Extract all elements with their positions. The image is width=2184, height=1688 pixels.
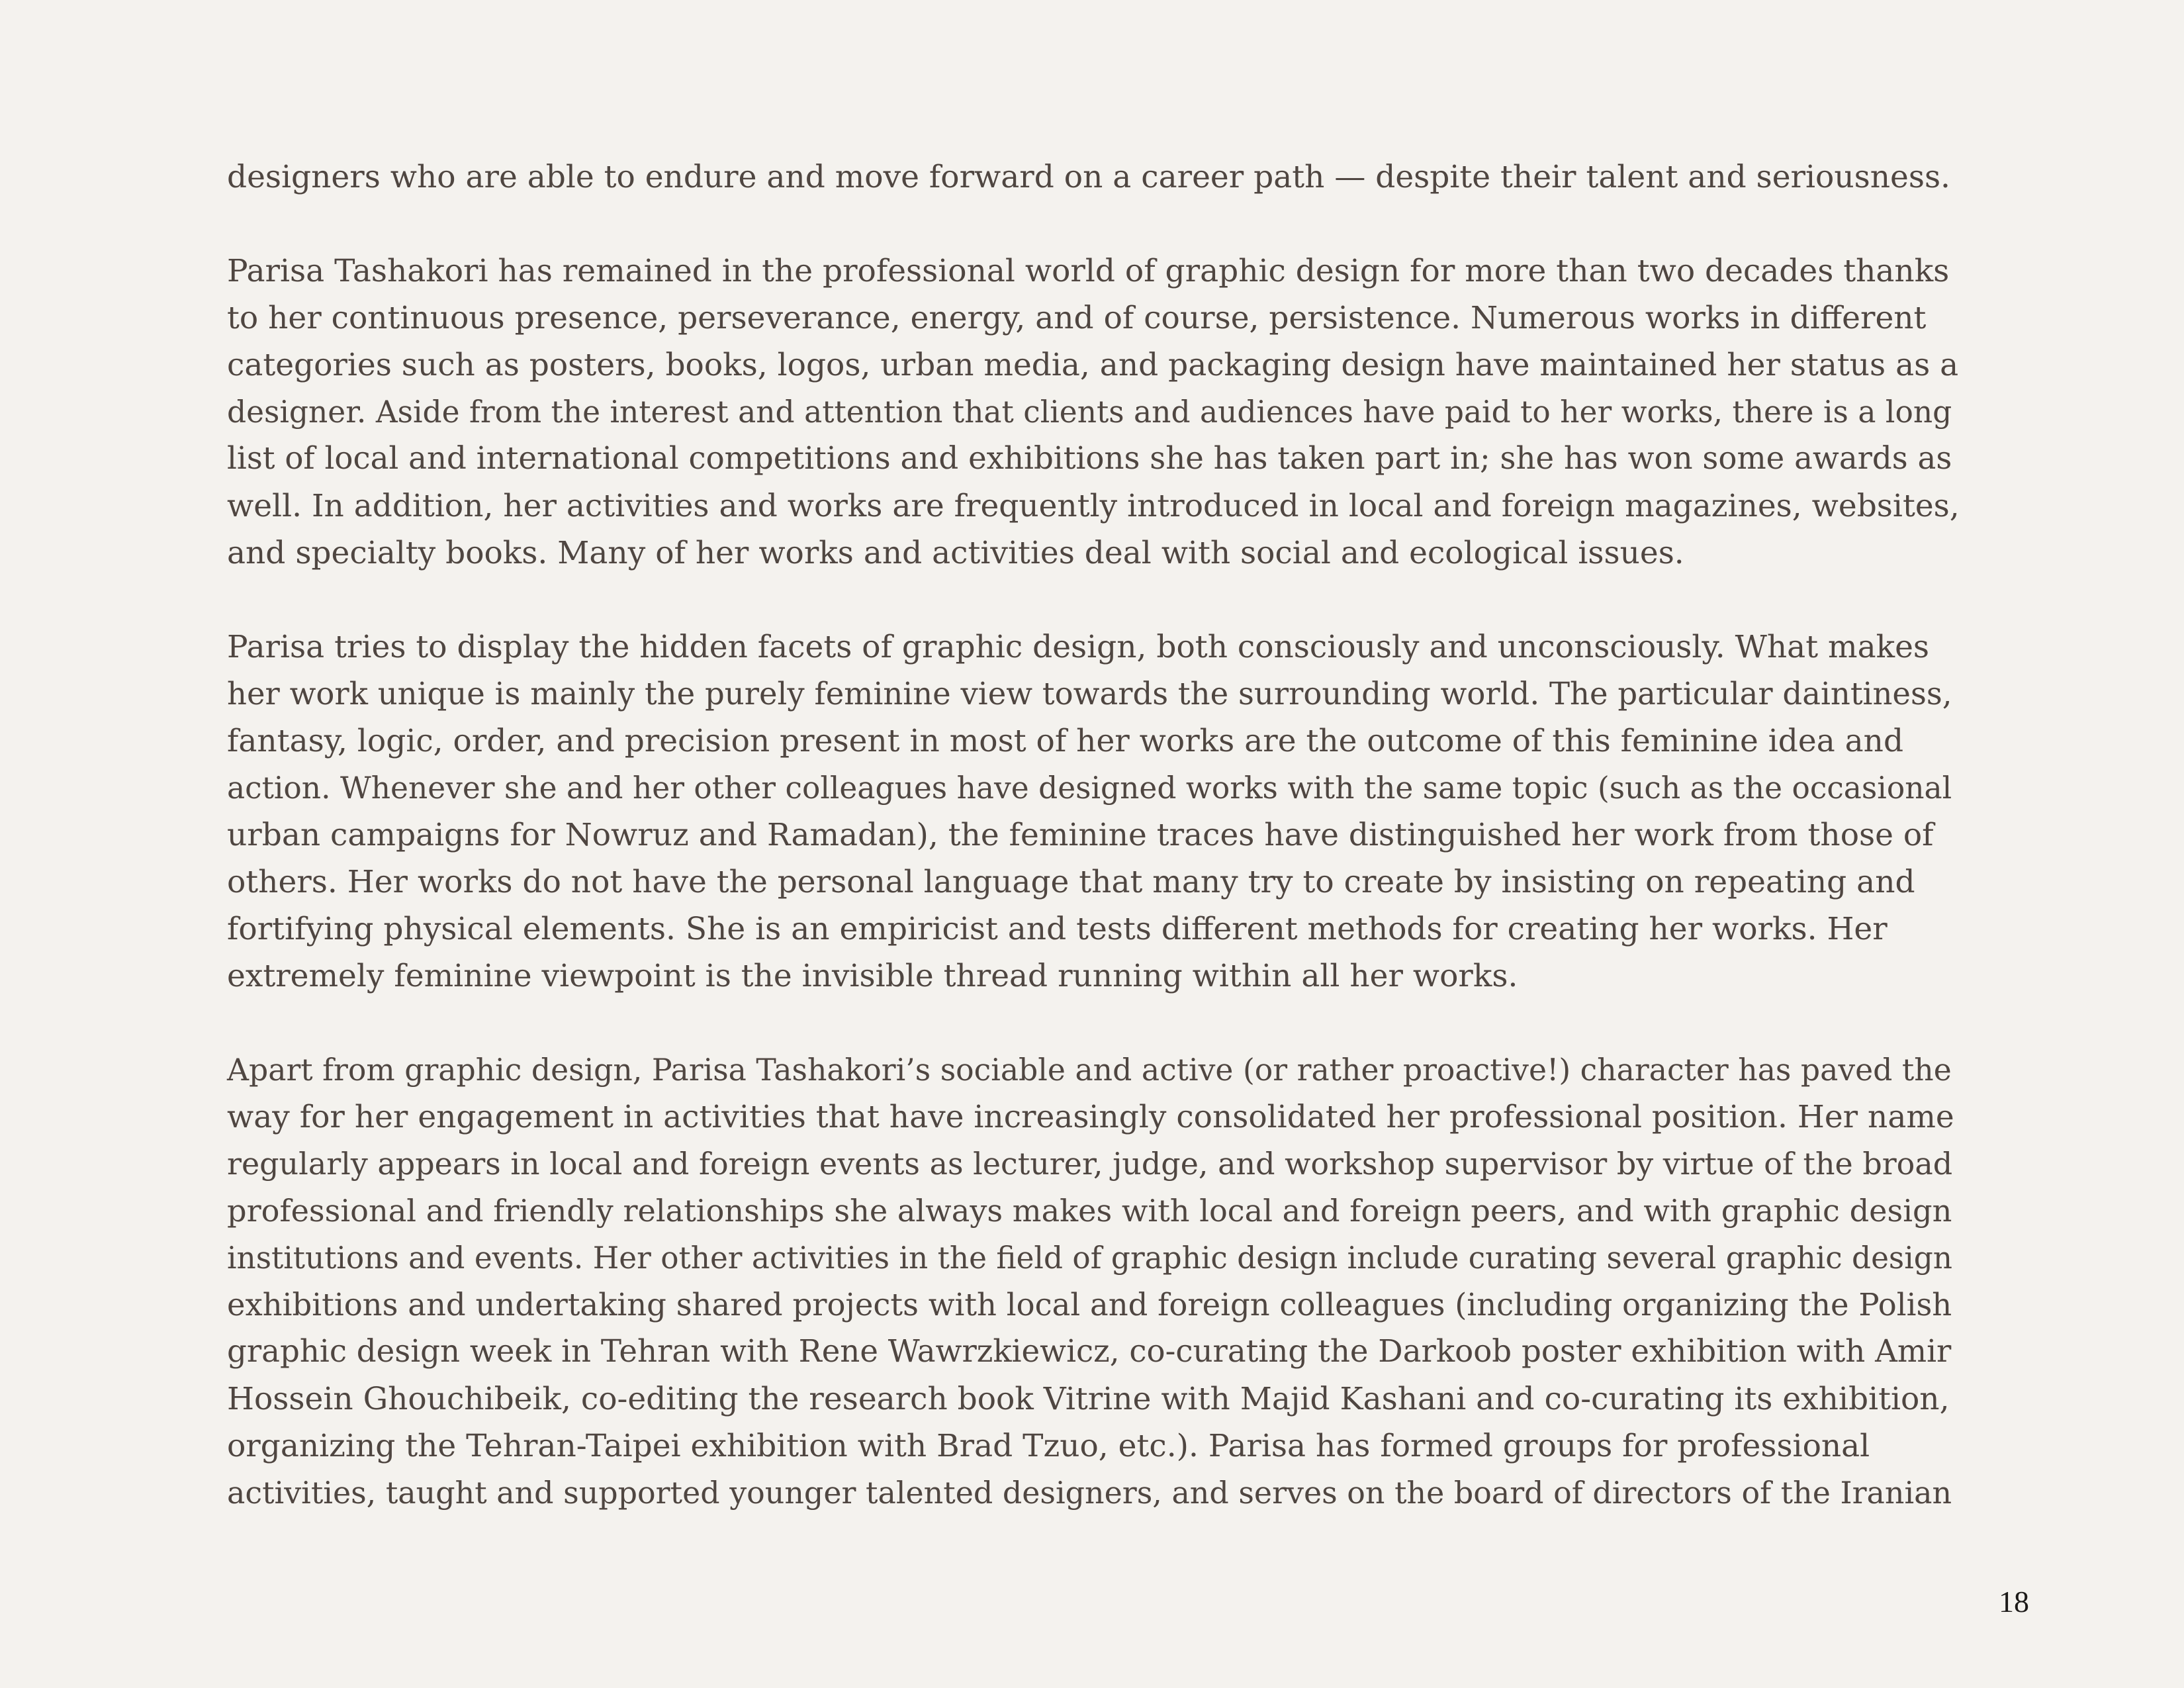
page-number: 18 <box>1999 1585 2029 1618</box>
text-line: organizing the Tehran-Taipei exhibition with Brad Tzuo, etc.). Parisa has formed groups for professional <box>227 1428 1870 1464</box>
text-line: fantasy, logic, order, and precision present in most of her works are the outcome of this feminine idea and <box>227 723 1904 759</box>
text-line: fortifying physical elements. She is an empiricist and tests different methods for creating her works. Her <box>227 911 1888 947</box>
text-line: others. Her works do not have the personal language that many try to create by insisting on repeating and <box>227 864 1915 900</box>
text-line: action. Whenever she and her other colleagues have designed works with the same topic (such as the occasional <box>227 771 1952 806</box>
text-line: designers who are able to endure and move forward on a career path — despite their talent and seriousness. <box>227 159 1951 195</box>
text-line: Hossein Ghouchibeik, co-editing the research book Vitrine with Majid Kashani and co-curating its exhibition, <box>227 1381 1950 1417</box>
text-line: and specialty books. Many of her works and activities deal with social and ecological issues. <box>227 535 1684 571</box>
text-line: institutions and events. Her other activities in the field of graphic design include curating several graphic design <box>227 1241 1952 1276</box>
text-line: activities, taught and supported younger talented designers, and serves on the board of directors of the Iranian <box>227 1475 1952 1511</box>
text-line: regularly appears in local and foreign events as lecturer, judge, and workshop supervisor by virtue of the broad <box>227 1146 1953 1182</box>
text-line: Apart from graphic design, Parisa Tashakori’s sociable and active (or rather proactive!) character has paved the <box>227 1053 1952 1088</box>
text-line: exhibitions and undertaking shared projects with local and foreign colleagues (including organizing the Polish <box>227 1287 1952 1323</box>
text-line: extremely feminine viewpoint is the invisible thread running within all her works. <box>227 958 1518 994</box>
text-line: Parisa Tashakori has remained in the professional world of graphic design for more than two decades thanks <box>227 253 1950 289</box>
body-text <box>227 154 1961 1517</box>
text-line: to her continuous presence, perseverance, energy, and of course, persistence. Numerous works in different <box>227 300 1927 336</box>
text-line: professional and friendly relationships she always makes with local and foreign peers, and with graphic design <box>227 1193 1952 1229</box>
text-line: designer. Aside from the interest and attention that clients and audiences have paid to her works, there is a long <box>227 395 1952 430</box>
text-line: well. In addition, her activities and works are frequently introduced in local and foreign magazines, websites, <box>227 488 1960 524</box>
paragraph <box>227 624 1961 1000</box>
paragraph-spacer <box>227 1000 1961 1047</box>
paragraph <box>227 154 1961 201</box>
text-line: categories such as posters, books, logos, urban media, and packaging design have maintained her status as a <box>227 347 1959 383</box>
text-line: graphic design week in Tehran with Rene Wawrzkiewicz, co-curating the Darkoob poster exhibition with Amir <box>227 1334 1952 1370</box>
paragraph <box>227 1047 1961 1517</box>
text-line: way for her engagement in activities that have increasingly consolidated her professional position. Her name <box>227 1099 1954 1135</box>
paragraph <box>227 248 1961 577</box>
paragraph-spacer <box>227 577 1961 624</box>
paragraph-spacer <box>227 201 1961 248</box>
text-line: Parisa tries to display the hidden facets of graphic design, both consciously and unconsciously. What makes <box>227 629 1930 665</box>
text-line: list of local and international competitions and exhibitions she has taken part in; she has won some awards as <box>227 441 1952 477</box>
text-line: urban campaigns for Nowruz and Ramadan), the feminine traces have distinguished her work from those of <box>227 817 1934 853</box>
text-line: her work unique is mainly the purely feminine view towards the surrounding world. The particular daintiness, <box>227 676 1952 712</box>
